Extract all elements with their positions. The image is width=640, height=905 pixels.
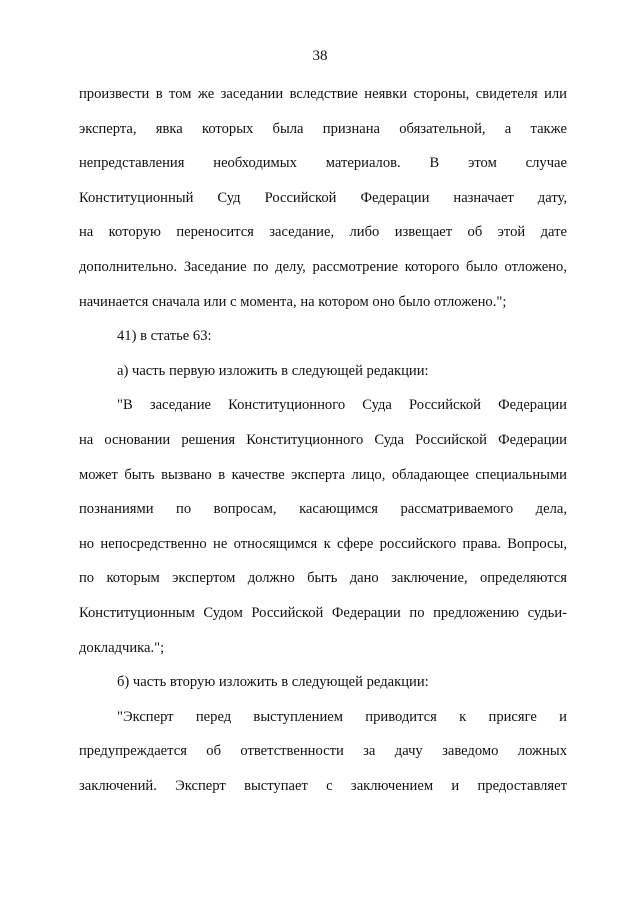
text-line: на которую переносится заседание, либо извещает об этой дате [79, 224, 567, 241]
text-line: Конституционным Судом Российской Федерации по предложению судьи- [79, 604, 567, 621]
text-line: непредставления необходимых материалов. В этом случае [79, 155, 567, 172]
text-line: начинается сначала или с момента, на котором оно было отложено."; [79, 293, 507, 310]
page-number: 38 [312, 48, 328, 64]
text-line: но непосредственно не относящимся к сфере российского права. Вопросы, [79, 535, 567, 552]
text-line: "В заседание Конституционного Суда Российской Федерации [117, 397, 567, 414]
text-line: познаниями по вопросам, касающимся рассматриваемого дела, [79, 501, 567, 518]
text-line: 41) в статье 63: [117, 328, 212, 345]
text-line: а) часть первую изложить в следующей редакции: [117, 362, 429, 379]
text-line: дополнительно. Заседание по делу, рассмотрение которого было отложено, [79, 258, 567, 275]
text-line: б) часть вторую изложить в следующей редакции: [117, 674, 429, 691]
text-line: докладчика."; [79, 639, 165, 656]
text-line: эксперта, явка которых была признана обязательной, а также [79, 120, 567, 137]
text-line: произвести в том же заседании вследствие неявки стороны, свидетеля или [79, 86, 567, 102]
text-line: может быть вызвано в качестве эксперта лицо, обладающее специальными [79, 466, 567, 483]
text-line: предупреждается об ответственности за дачу заведомо ложных [79, 743, 567, 760]
text-line: "Эксперт перед выступлением приводится к присяге и [117, 708, 567, 725]
text-line: на основании решения Конституционного Суда Российской Федерации [79, 431, 567, 448]
text-line: Конституционный Суд Российской Федерации назначает дату, [79, 189, 567, 206]
document-body [79, 80, 567, 806]
text-line: по которым экспертом должно быть дано заключение, определяются [79, 570, 567, 587]
text-line: заключений. Эксперт выступает с заключением и предоставляет [79, 777, 567, 794]
